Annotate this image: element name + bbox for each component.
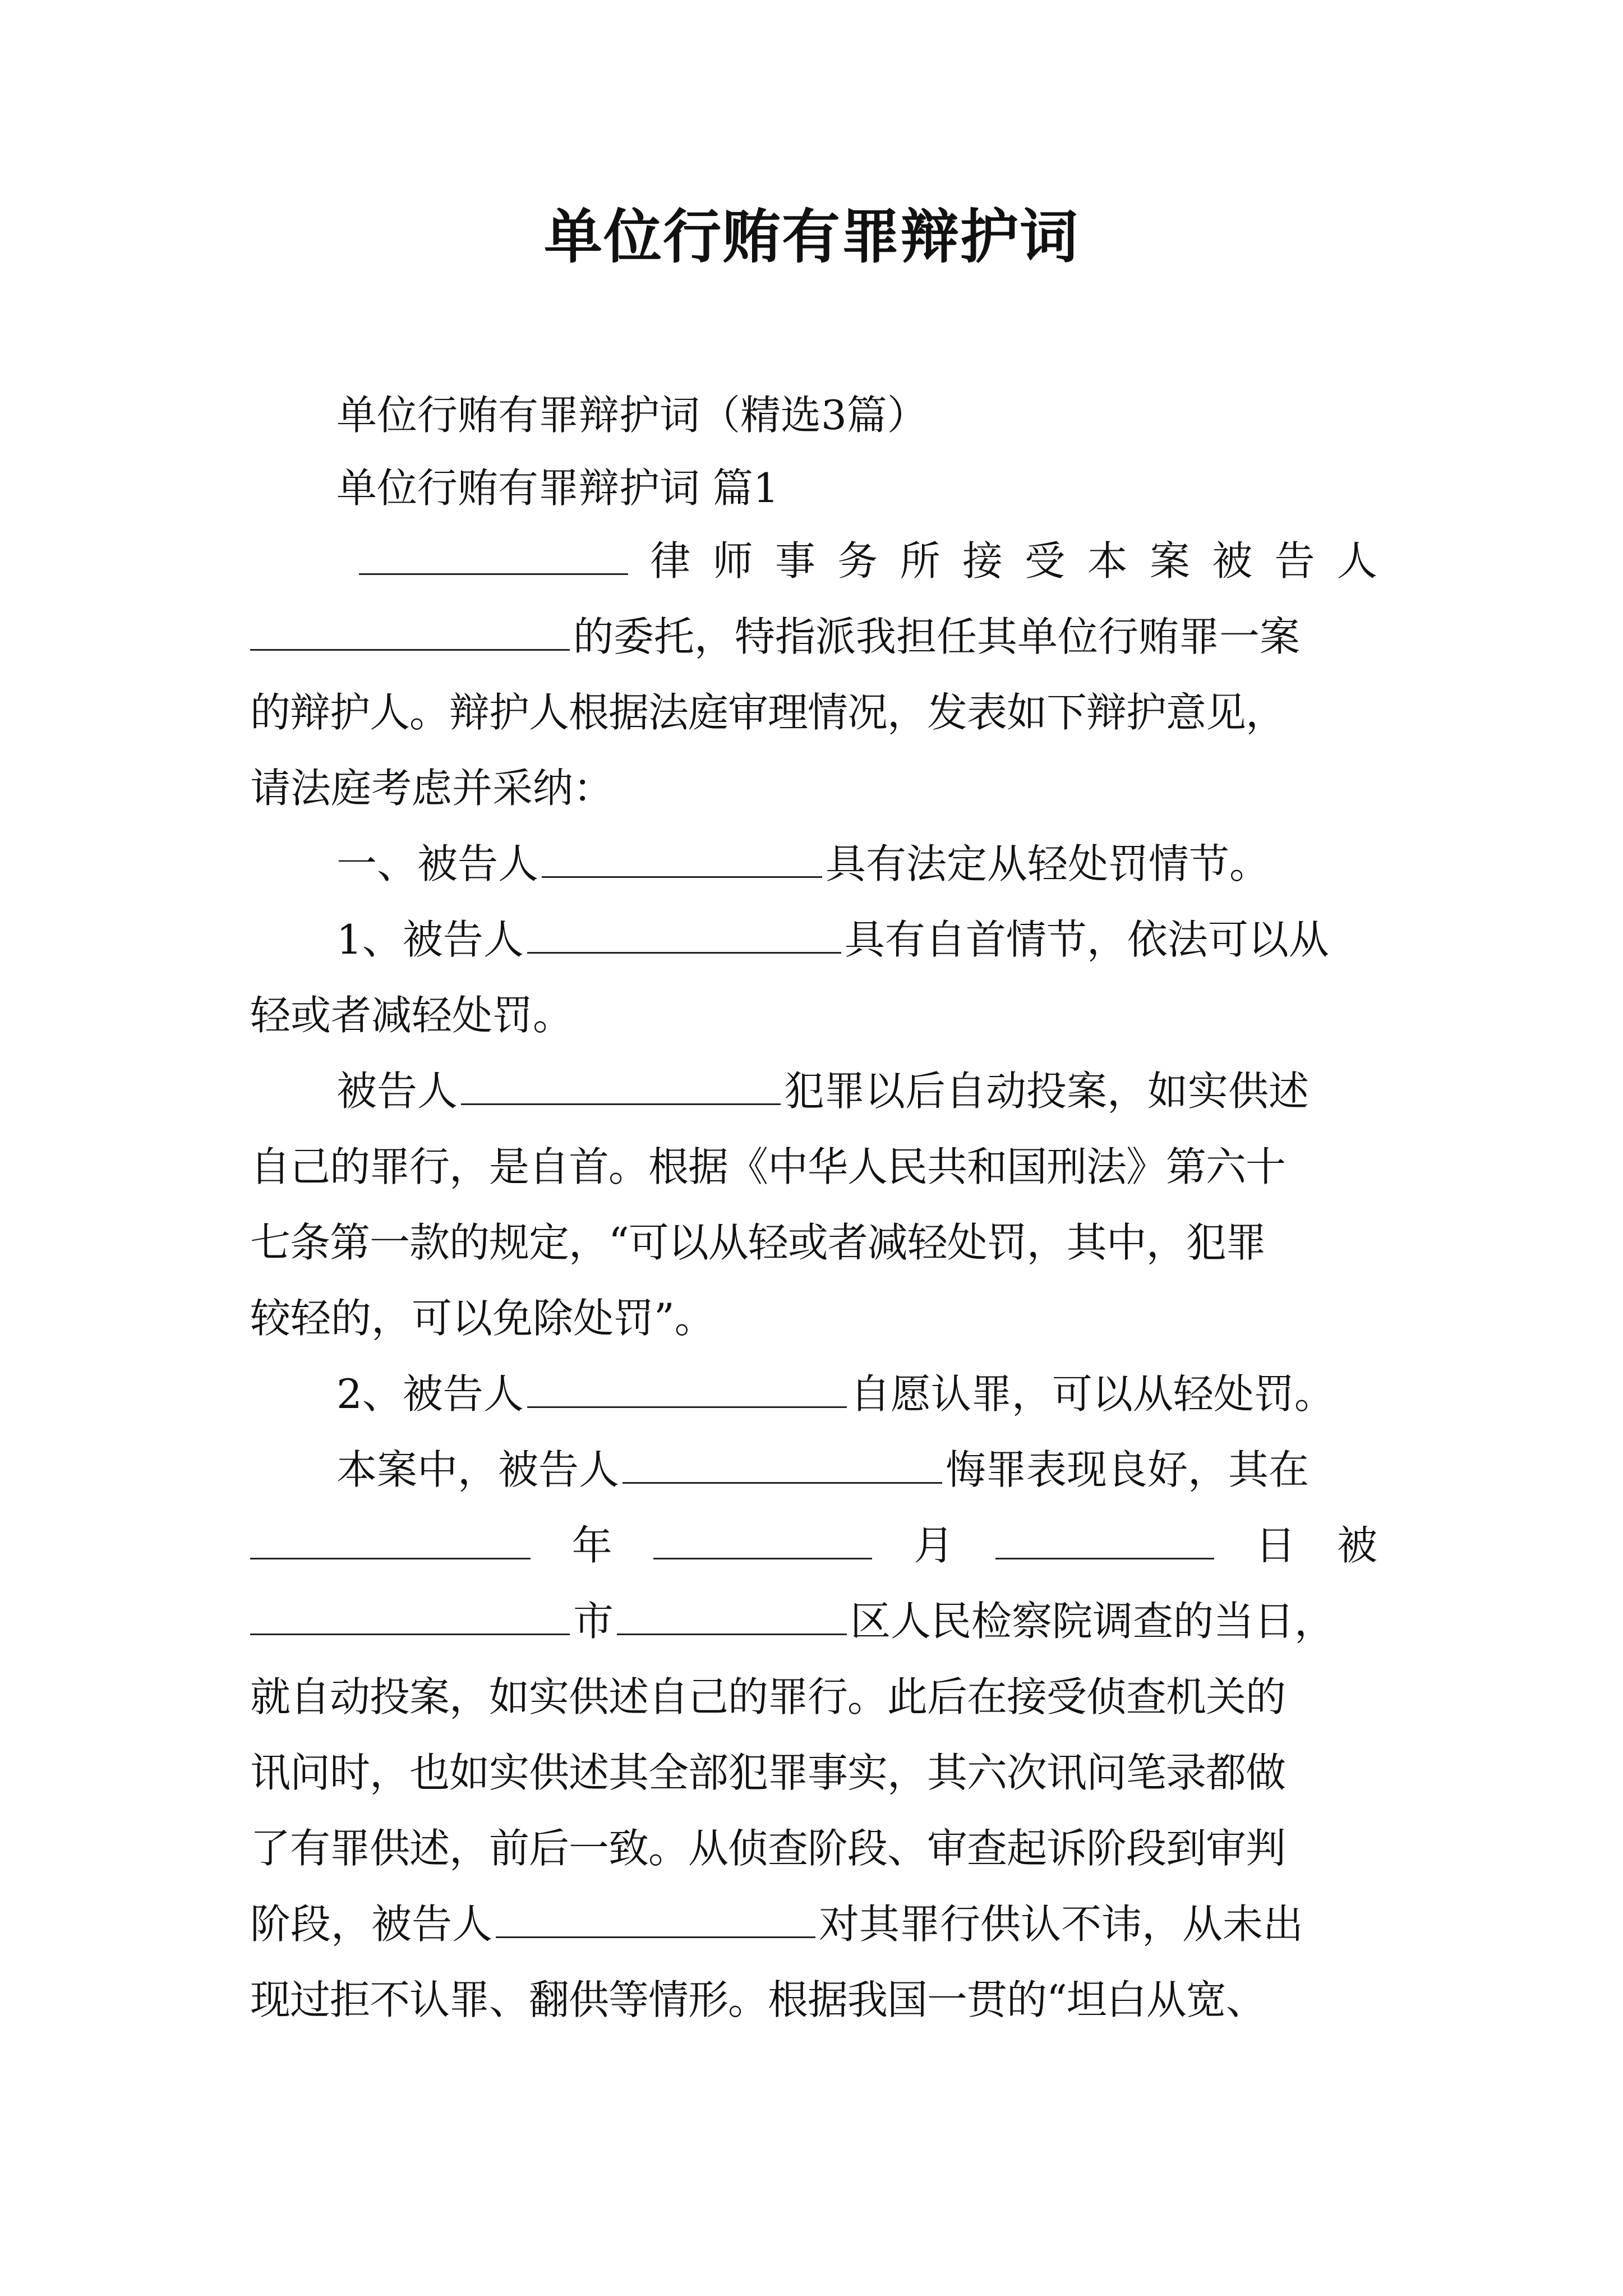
fill-blank	[653, 1521, 872, 1559]
fill-blank	[995, 1521, 1214, 1559]
char: 事	[774, 537, 815, 585]
day-label: 日	[1255, 1522, 1296, 1569]
fill-blank	[461, 1066, 781, 1105]
char: 受	[1025, 537, 1066, 585]
char: 本	[1087, 537, 1128, 585]
paragraph-line: 请法庭考虑并采纳：	[250, 765, 614, 812]
paragraph-line: 讯问时，也如实供述其全部犯罪事实，其六次讯问笔录都做	[250, 1749, 1286, 1796]
fill-blank	[359, 536, 628, 575]
paragraph-line: 1、被告人 具有自首情节，依法可以从	[336, 916, 1329, 963]
subtitle: 单位行贿有罪辩护词（精选3篇）	[336, 392, 928, 439]
fill-blank	[623, 1445, 942, 1484]
char: 所	[900, 537, 940, 585]
char: 被	[1212, 537, 1253, 585]
fill-blank	[496, 1899, 815, 1938]
paragraph-line: 被告人 犯罪以后自动投案，如实供述	[336, 1068, 1310, 1115]
paragraph-line	[359, 533, 1377, 589]
fill-blank	[527, 1369, 847, 1408]
char: 告	[1274, 537, 1315, 585]
char: 务	[837, 537, 878, 585]
paragraph-line: 了有罪供述，前后一致。从侦查阶段、审查起诉阶段到审判	[250, 1825, 1286, 1872]
paragraph-line: 一、被告人 具有法定从轻处罚情节。	[336, 840, 1270, 887]
paragraph-line: 较轻的，可以免除处罚”。	[250, 1295, 715, 1342]
section-heading: 单位行贿有罪辩护词 篇1	[336, 464, 779, 512]
fill-blank	[250, 1596, 570, 1635]
fill-blank	[527, 915, 841, 954]
paragraph-line: 现过拒不认罪、翻供等情形。根据我国一贯的“坦白从宽、	[250, 1976, 1266, 2023]
char: 案	[1149, 537, 1190, 585]
fill-blank	[617, 1596, 847, 1635]
fill-blank	[542, 839, 822, 878]
paragraph-line: 年 月 日 被	[250, 1517, 1377, 1573]
paragraph-line: 2、被告人 自愿认罪，可以从轻处罚。	[336, 1370, 1335, 1418]
paragraph-line: 市 区人民检察院调查的当日，	[250, 1593, 1377, 1649]
fill-blank	[250, 612, 570, 651]
paragraph-line: 的辩护人。辩护人根据法庭审理情况，发表如下辩护意见，	[250, 689, 1286, 736]
char: 人	[1336, 537, 1377, 585]
char: 接	[962, 537, 1003, 585]
year-label: 年	[571, 1522, 612, 1569]
document-title: 单位行贿有罪辩护词	[543, 202, 1079, 271]
paragraph-line: 阶段，被告人 对其罪行供认不讳，从未出	[250, 1901, 1304, 1948]
paragraph-line: 的委托，特指派我担任其单位行贿罪一案	[250, 609, 1377, 665]
paragraph-line: 自己的罪行，是自首。根据《中华人民共和国刑法》第六十	[250, 1143, 1286, 1190]
paragraph-line: 七条第一款的规定，“可以从轻或者减轻处罚，其中，犯罪	[250, 1219, 1266, 1266]
char: 律	[650, 537, 691, 585]
paragraph-line: 就自动投案，如实供述自己的罪行。此后在接受侦查机关的	[250, 1673, 1286, 1720]
month-label: 月	[913, 1522, 954, 1569]
paragraph-line: 轻或者减轻处罚。	[250, 992, 574, 1039]
fill-blank	[250, 1521, 531, 1559]
char: 师	[712, 537, 753, 585]
paragraph-line: 本案中，被告人 悔罪表现良好，其在	[336, 1446, 1310, 1493]
